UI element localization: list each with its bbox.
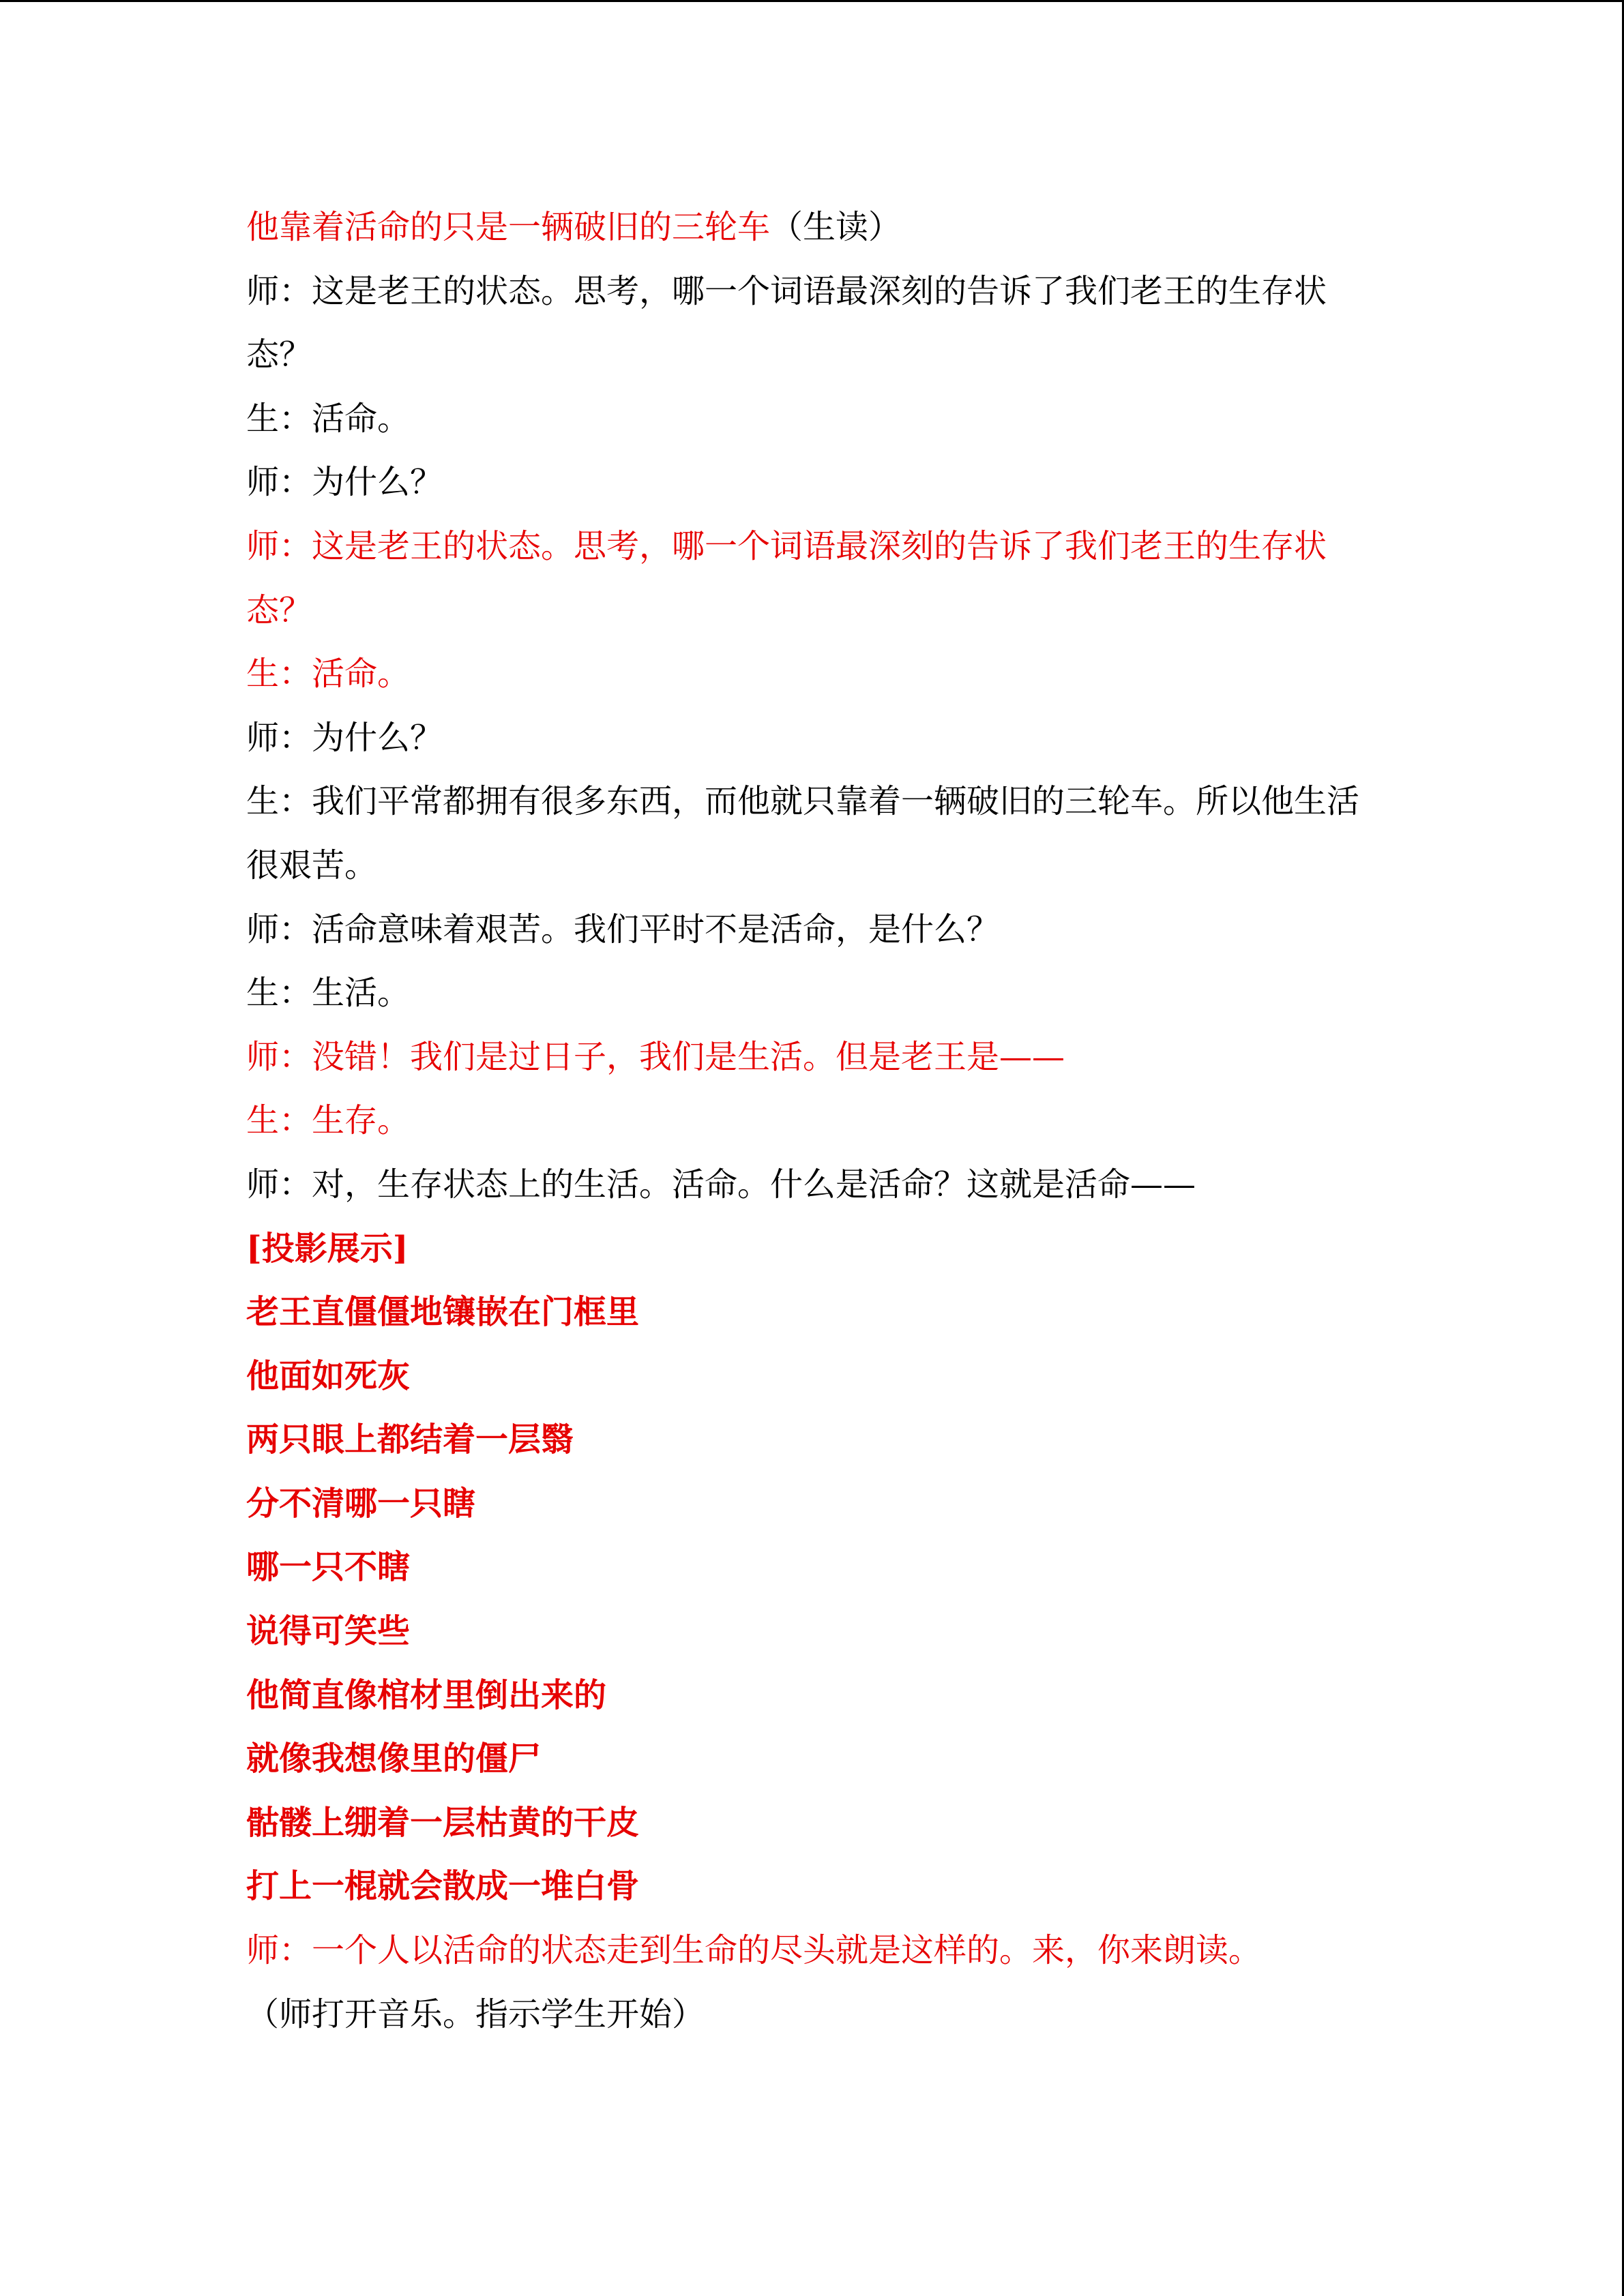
quoted-sentence: 他靠着活命的只是一辆破旧的三轮车 [246, 208, 771, 246]
teacher-line-highlighted: 师：这是老王的状态。思考，哪一个词语最深刻的告诉了我们老王的生存状 [246, 526, 1327, 565]
teacher-line: 师：对，生存状态上的生活。活命。什么是活命？这就是活命—— [246, 1165, 1196, 1204]
teacher-line: 师：活命意味着艰苦。我们平时不是活命，是什么？ [246, 910, 1000, 949]
projection-line: 老王直僵僵地镶嵌在门框里 [246, 1293, 640, 1332]
projection-line: 骷髅上绷着一层枯黄的干皮 [246, 1803, 640, 1842]
student-line-continued: 很艰苦。 [246, 846, 378, 884]
projection-heading: [投影展示] [246, 1229, 409, 1268]
projection-line: 两只眼上都结着一层翳 [246, 1420, 574, 1459]
student-line: 生：活命。 [246, 399, 411, 438]
teacher-line: 师：为什么？ [246, 718, 443, 757]
projection-line: 他面如死灰 [246, 1356, 411, 1395]
teacher-line-highlighted: 师：一个人以活命的状态走到生命的尽头就是这样的。来，你来朗读。 [246, 1931, 1262, 1970]
projection-line: 说得可笑些 [246, 1612, 411, 1651]
projection-line: 打上一棍就会散成一堆白骨 [246, 1867, 640, 1906]
teacher-line-continued: 态？ [246, 336, 312, 374]
stage-direction: （师打开音乐。指示学生开始） [246, 1995, 705, 2033]
projection-line: 就像我想像里的僵尸 [246, 1740, 542, 1778]
projection-line: 他简直像棺材里倒出来的 [246, 1675, 607, 1714]
lesson-transcript [246, 196, 1542, 2046]
student-line-highlighted: 生：生存。 [246, 1101, 411, 1140]
teacher-line-highlighted-continued: 态？ [246, 591, 312, 629]
intro-line [246, 196, 1542, 260]
student-line: 生：我们平常都拥有很多东西，而他就只靠着一辆破旧的三轮车。所以他生活 [246, 782, 1360, 821]
teacher-line-highlighted: 师：没错！我们是过日子，我们是生活。但是老王是—— [246, 1037, 1065, 1076]
teacher-line: 师：这是老王的状态。思考，哪一个词语最深刻的告诉了我们老王的生存状 [246, 271, 1327, 310]
projection-line: 哪一只不瞎 [246, 1548, 411, 1587]
student-line-highlighted: 生：活命。 [246, 655, 411, 694]
projection-line: 分不清哪一只瞎 [246, 1484, 476, 1523]
student-line: 生：生活。 [246, 974, 411, 1013]
teacher-line: 师：为什么？ [246, 463, 443, 502]
stage-direction: （生读） [770, 208, 902, 246]
